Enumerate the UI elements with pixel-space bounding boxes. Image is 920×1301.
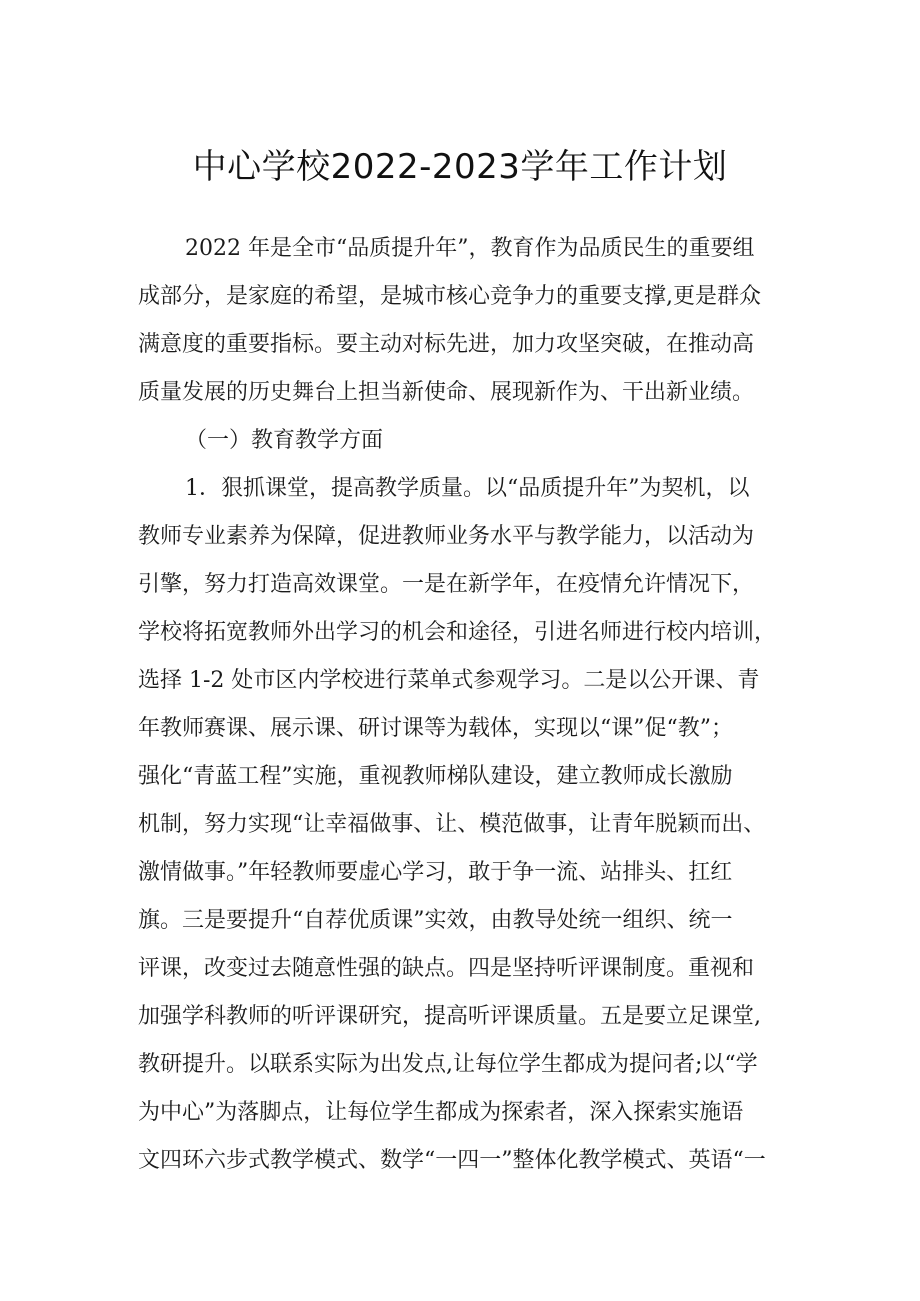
text-line: 旗。三是要提升“自荐优质课”实效，由教导处统一组织、统一 xyxy=(138,908,733,933)
text-line: 文四环六步式教学模式、数学“一四一”整体化教学模式、英语“一 xyxy=(138,1148,766,1173)
text-line: 评课，改变过去随意性强的缺点。四是坚持听评课制度。重视和 xyxy=(138,956,755,981)
text-line: 质量发展的历史舞台上担当新使命、展现新作为、干出新业绩。 xyxy=(138,380,755,405)
text-line: 机制，努力实现“让幸福做事、让、模范做事，让青年脱颖而出、 xyxy=(138,812,766,837)
text-line: 选择 1-2 处市区内学校进行菜单式参观学习。二是以公开课、青 xyxy=(138,668,760,693)
text-line: 激情做事。”年轻教师要虚心学习，敢于争一流、站排头、扛红 xyxy=(138,860,733,885)
text-line: 1．狠抓课堂，提高教学质量。以“品质提升年”为契机，以 xyxy=(185,476,750,501)
text-line: 为中心”为落脚点，让每位学生都成为探索者，深入探索实施语 xyxy=(138,1100,744,1125)
section-heading: （一）教育教学方面 xyxy=(185,428,384,453)
text-line: 强化“青蓝工程”实施，重视教师梯队建设，建立教师成长激励 xyxy=(138,764,733,789)
text-line: 2022 年是全市“品质提升年”，教育作为品质民生的重要组 xyxy=(185,236,755,261)
text-line: 教师专业素养为保障，促进教师业务水平与教学能力，以活动为 xyxy=(138,524,755,549)
text-line: 教研提升。以联系实际为出发点,让每位学生都成为提问者;以“学 xyxy=(138,1052,758,1077)
text-line: 年教师赛课、展示课、研讨课等为载体，实现以“课”促“教”； xyxy=(138,716,733,741)
text-line: 引擎，努力打造高效课堂。一是在新学年，在疫情允许情况下， xyxy=(138,572,755,597)
text-line: 成部分，是家庭的希望，是城市核心竞争力的重要支撑,更是群众 xyxy=(138,284,761,309)
text-line: 满意度的重要指标。要主动对标先进，加力攻坚突破，在推动高 xyxy=(138,332,755,357)
text-line: 加强学科教师的听评课研究，提高听评课质量。五是要立足课堂, xyxy=(138,1004,761,1029)
document-title: 中心学校2022-2023学年工作计划 xyxy=(192,147,728,187)
text-line: 学校将拓宽教师外出学习的机会和途径，引进名师进行校内培训， xyxy=(138,620,777,645)
